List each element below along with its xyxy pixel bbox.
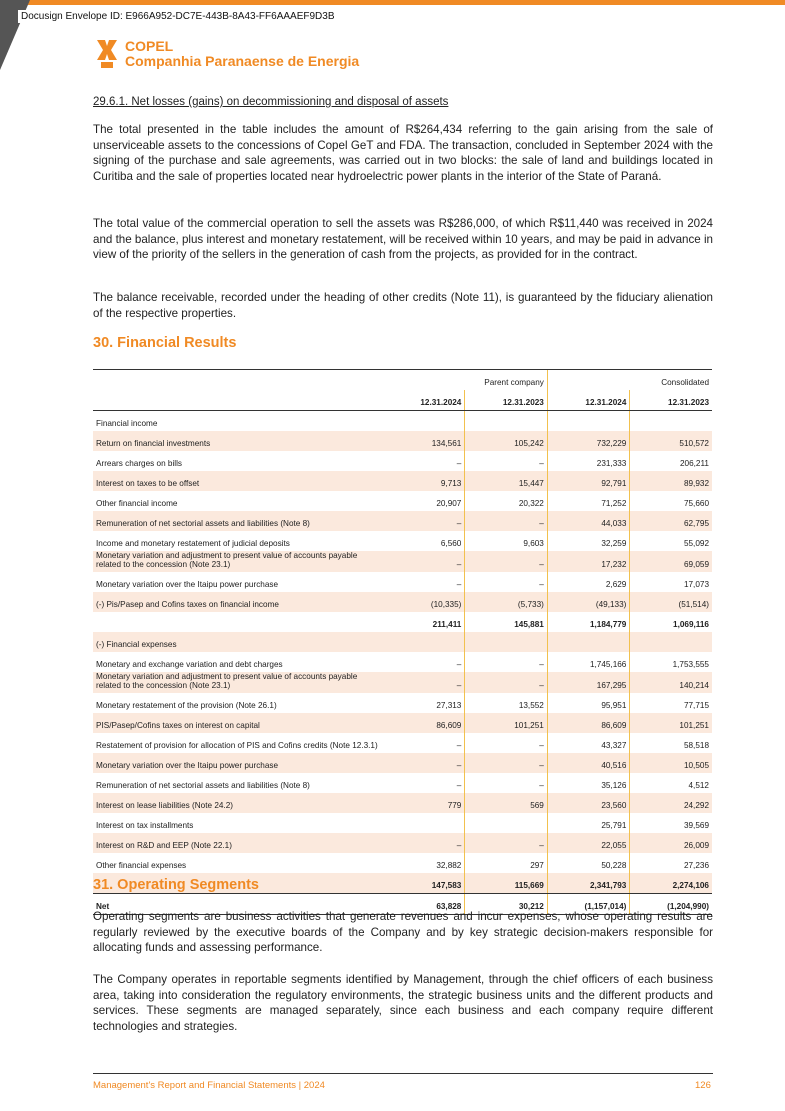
paragraph: The total value of the commercial operation to sell the assets was R$286,000, of which R$11,440 was received in 2024 and the balance, plus interest and monetary restatement, will be received within 10 years, and may be paid in advance in view of the priority of the sellers in the generation of cash from the projects, as provided for in the contract. [93,217,713,262]
table-cell: 30,212 [465,894,548,915]
table-cell: 2,629 [547,572,630,592]
table-cell: Monetary variation and adjustment to present value of accounts payable related to the concession (Note 23.1) [93,672,383,693]
table-row [93,713,712,733]
table-date-header [93,390,712,411]
group-parent: Parent company [465,370,548,391]
table-cell: 55,092 [630,531,712,551]
table-cell: 2,341,793 [547,873,630,894]
table-cell: 12.31.2024 [547,390,630,411]
table-cell: 12.31.2024 [383,390,465,411]
table-cell: Other financial expenses [96,861,187,870]
table-cell: 510,572 [630,431,712,451]
table-cell: 43,327 [547,733,630,753]
table-row [93,511,712,531]
section-title-30: 30. Financial Results [93,335,237,351]
table-cell: 92,791 [547,471,630,491]
subsection-heading: 29.6.1. Net losses (gains) on decommissioning and disposal of assets [93,96,449,108]
table-cell: 206,211 [630,451,712,471]
section-row [93,632,712,652]
table-cell: – [383,551,465,572]
table-cell: – [465,572,548,592]
table-row [93,733,712,753]
table-cell: – [456,781,462,790]
table-cell: 4,512 [630,773,712,793]
table-cell: – [465,733,548,753]
top-accent-bar [0,0,785,5]
table-cell: Monetary variation over the Itaipu power purchase [96,580,279,589]
table-cell [465,813,548,833]
table-cell: 26,009 [630,833,712,853]
table-cell: Monetary variation over the Itaipu power purchase [93,753,383,773]
table-cell: (49,133) [547,592,630,612]
table-row [93,773,712,793]
logo-line1: COPEL [125,38,174,54]
table-row [93,693,712,713]
table-cell: 89,932 [630,471,712,491]
paragraph: The balance receivable, recorded under the heading of other credits (Note 11), is guaranteed by the fiduciary alienation of the respective properties. [93,291,713,320]
table-cell: 105,242 [465,431,548,451]
table-cell: Interest on taxes to be offset [93,471,383,491]
table-cell: 1,753,555 [630,652,712,672]
table-cell: 9,713 [383,471,465,491]
table-cell: (-) Financial expenses [93,632,383,652]
table-cell: Other financial income [96,499,178,508]
table-cell: – [383,672,465,693]
table-cell: 71,252 [547,491,630,511]
table-cell: 27,236 [630,853,712,873]
table-cell: (5,733) [465,592,548,612]
table-cell: 1,745,166 [547,652,630,672]
paragraph: The Company operates in reportable segments identified by Management, through the chief officers of each business area, taking into consideration the regulatory environments, the strategic business units and the different products and services. These segments are managed separately, since each business and each company require different technologies and strategies. [93,973,713,1033]
table-row [93,551,712,572]
table-cell: Remuneration of net sectorial assets and liabilities (Note 8) [96,781,310,790]
table-cell: 50,228 [547,853,630,873]
subtotal-row [93,612,712,632]
table-cell: 101,251 [465,713,548,733]
page-number: 126 [695,1080,711,1091]
table-cell: 44,033 [547,511,630,531]
table-cell: (-) Pis/Pasep and Cofins taxes on financial income [93,592,383,612]
table-cell: 231,333 [547,451,630,471]
table-cell: – [456,741,462,750]
table-cell: – [456,660,462,669]
table-cell: 13,552 [465,693,548,713]
copel-logo [95,38,359,70]
table-cell: 12.31.2023 [465,390,548,411]
table-cell: 22,055 [547,833,630,853]
paragraph: Operating segments are business activities that generate revenues and incur expenses, whose operating results are regularly reviewed by the executive boards of the Company and by key strategic decision-makers responsible for allocating funds and assessing performance. [93,910,713,955]
table-row [93,833,712,853]
table-cell: 17,232 [547,551,630,572]
table-cell: – [383,511,465,531]
section-row [93,411,712,432]
table-cell: 1,069,116 [630,612,712,632]
table-cell: 75,660 [630,491,712,511]
table-cell: 2,274,106 [630,873,712,894]
group-consolidated: Consolidated [630,370,712,391]
table-cell: Interest on R&D and EEP (Note 22.1) [93,833,383,853]
table-row [93,592,712,612]
table-cell [383,813,465,833]
table-cell: 40,516 [547,753,630,773]
table-cell: – [465,773,548,793]
table-row [93,853,712,873]
table-cell: Monetary variation and adjustment to present value of accounts payable related to the concession (Note 23.1) [93,551,383,572]
table-cell: 20,322 [465,491,548,511]
table-cell: 145,881 [465,612,548,632]
table-cell: (1,204,990) [630,894,712,915]
table-cell: 25,791 [547,813,630,833]
table-row [93,652,712,672]
table-cell: 95,951 [547,693,630,713]
table-cell: Restatement of provision for allocation of PIS and Cofins credits (Note 12.3.1) [96,741,378,750]
table-cell: – [456,580,462,589]
section-title-31: 31. Operating Segments [93,877,259,893]
table-row [93,531,712,551]
table-cell: 86,609 [383,713,465,733]
table-cell: – [383,833,465,853]
financial-results-table [93,369,712,915]
table-cell: 6,560 [440,539,462,548]
table-cell: 62,795 [630,511,712,531]
table-cell: Remuneration of net sectorial assets and liabilities (Note 8) [93,511,383,531]
table-cell: 101,251 [630,713,712,733]
table-cell: 17,073 [630,572,712,592]
table-row [93,491,712,511]
table-cell: 32,259 [547,531,630,551]
table-cell: 77,715 [630,693,712,713]
table-cell: Interest on tax installments [96,821,194,830]
table-row [93,451,712,471]
table-cell: 1,184,779 [547,612,630,632]
table-cell: 12.31.2023 [630,390,712,411]
table-row [93,431,712,451]
table-cell: 167,295 [547,672,630,693]
table-cell: 24,292 [630,793,712,813]
footer-title: Management's Report and Financial Statements | 2024 [93,1080,325,1091]
table-row [93,471,712,491]
table-cell: 63,828 [383,894,465,915]
table-cell: 39,569 [630,813,712,833]
table-cell: Monetary restatement of the provision (Note 26.1) [96,701,277,710]
table-cell: Net [93,894,383,915]
table-cell: – [383,753,465,773]
table-cell: Income and monetary restatement of judicial deposits [96,539,290,548]
table-cell: Interest on lease liabilities (Note 24.2) [93,793,383,813]
table-cell: 69,059 [630,551,712,572]
table-cell: 20,907 [436,499,462,508]
table-cell: 23,560 [547,793,630,813]
table-row [93,572,712,592]
table-cell: Monetary and exchange variation and debt charges [96,660,283,669]
table-cell: 140,214 [630,672,712,693]
table-cell: (51,514) [630,592,712,612]
table-cell: 147,583 [383,873,465,894]
copel-logo-icon [95,38,119,70]
table-cell: Financial income [96,419,158,428]
table-cell: 27,313 [436,701,462,710]
table-cell: 58,518 [630,733,712,753]
table-cell: – [465,451,548,471]
table-cell: – [465,753,548,773]
table-cell: PIS/Pasep/Cofins taxes on interest on capital [93,713,383,733]
table-cell: 32,882 [436,861,462,870]
logo-line2: Companhia Paranaense de Energia [125,53,360,69]
table-cell: – [465,652,548,672]
table-cell: 86,609 [547,713,630,733]
table-row [93,813,712,833]
envelope-id: Docusign Envelope ID: E966A952-DC7E-443B-8A43-FF6AAAEF9D3B [18,10,338,23]
table-cell: 732,229 [547,431,630,451]
table-group-header [93,370,712,391]
table-cell: 9,603 [465,531,548,551]
table-cell: 211,411 [432,620,462,629]
table-cell: – [465,551,548,572]
table-cell: (10,335) [383,592,465,612]
table-cell: 115,669 [465,873,548,894]
table-cell: Return on financial investments [93,431,383,451]
footer-divider [93,1073,713,1074]
table-row [93,672,712,693]
table-cell: 779 [383,793,465,813]
table-cell: 569 [465,793,548,813]
table-cell: – [465,511,548,531]
table-cell: 35,126 [547,773,630,793]
table-cell: (1,157,014) [547,894,630,915]
table-row [93,793,712,813]
paragraph: The total presented in the table includes the amount of R$264,434 referring to the gain arising from the sale of unserviceable assets to the concessions of Copel GeT and FDA. The transaction, concluded in September 2024 with the signing of the purchase and sale agreements, was carried out in two blocks: the sale of land and buildings located in Curitiba and the sale of properties located near hydroelectric power plants in the interior of the State of Paraná. [93,123,713,183]
table-cell: 15,447 [465,471,548,491]
table-cell: 134,561 [383,431,465,451]
table-cell: – [465,833,548,853]
table-cell: – [456,459,462,468]
table-cell: 10,505 [630,753,712,773]
table-row [93,753,712,773]
table-cell: Arrears charges on bills [96,459,183,468]
table-cell: 297 [465,853,548,873]
table-cell: – [465,672,548,693]
